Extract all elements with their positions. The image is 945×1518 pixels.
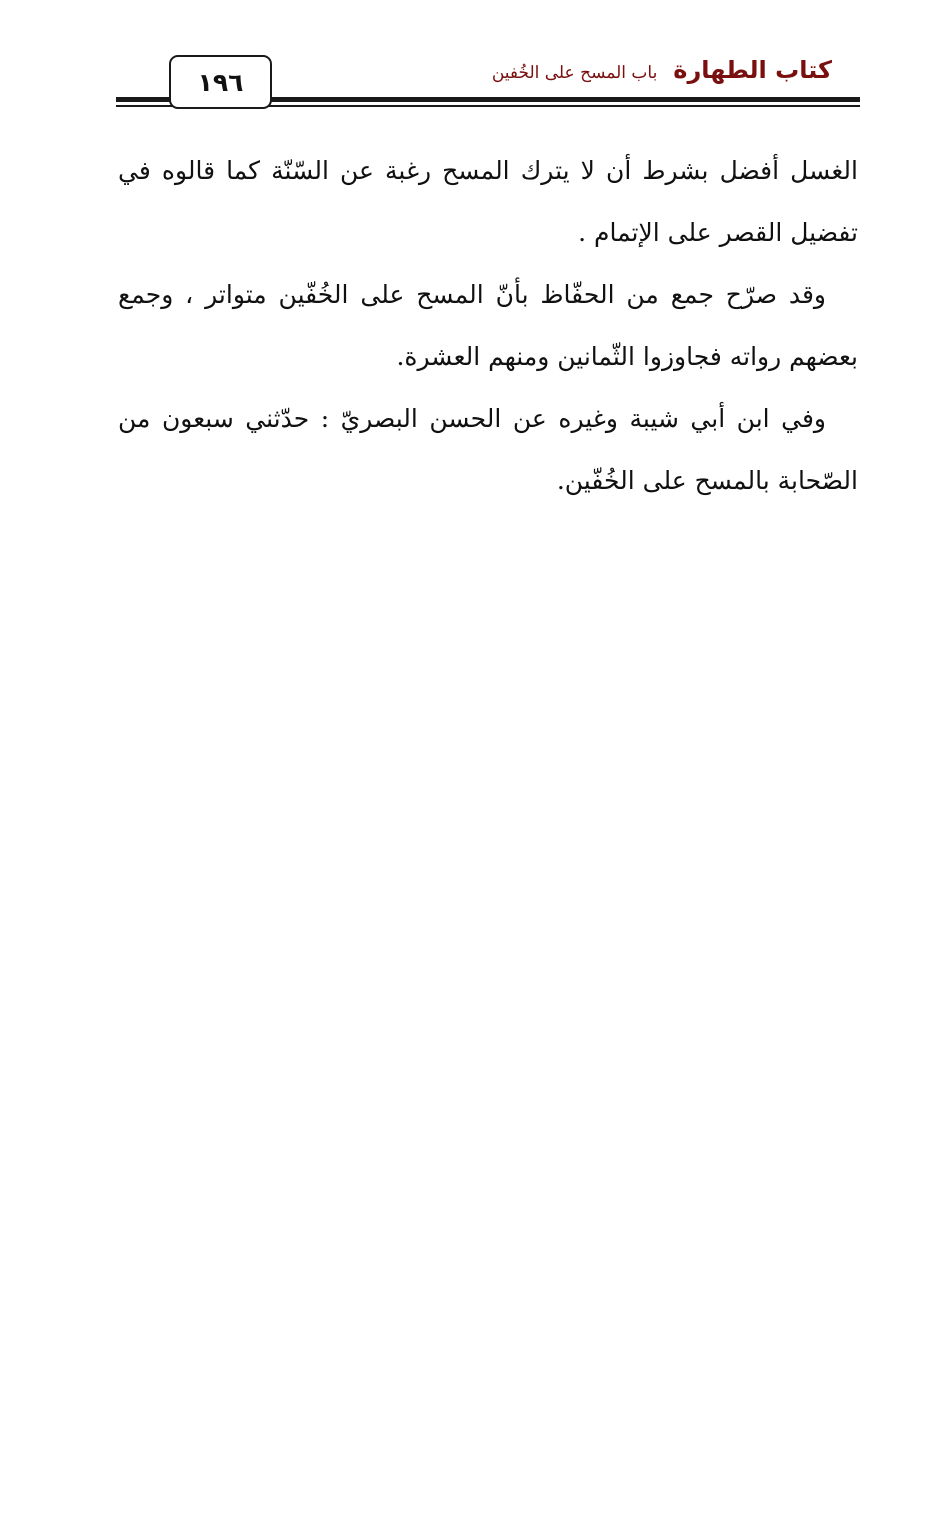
body-paragraph-2: وقد صرّح جمع من الحفّاظ بأنّ المسح على الخُفّين متواتر ، وجمع بعضهم رواته فجاوزوا الثّمانين ومنهم العشرة. <box>118 280 858 371</box>
page-header <box>116 52 860 112</box>
page-number-box <box>169 55 272 109</box>
page-body <box>118 140 858 512</box>
body-paragraph-1: الغسل أفضل بشرط أن لا يترك المسح رغبة عن السّنّة كما قالوه في تفضيل القصر على الإتمام . <box>118 156 858 247</box>
body-paragraph-3: وفي ابن أبي شيبة وغيره عن الحسن البصريّ : حدّثني سبعون من الصّحابة بالمسح على الخُفّين. <box>118 404 858 495</box>
chapter-title: باب المسح على الخُفين <box>491 63 658 83</box>
book-title: كتاب الطهارة <box>673 56 832 84</box>
header-titles <box>492 56 832 84</box>
page-number: ١٩٦ <box>197 67 244 97</box>
